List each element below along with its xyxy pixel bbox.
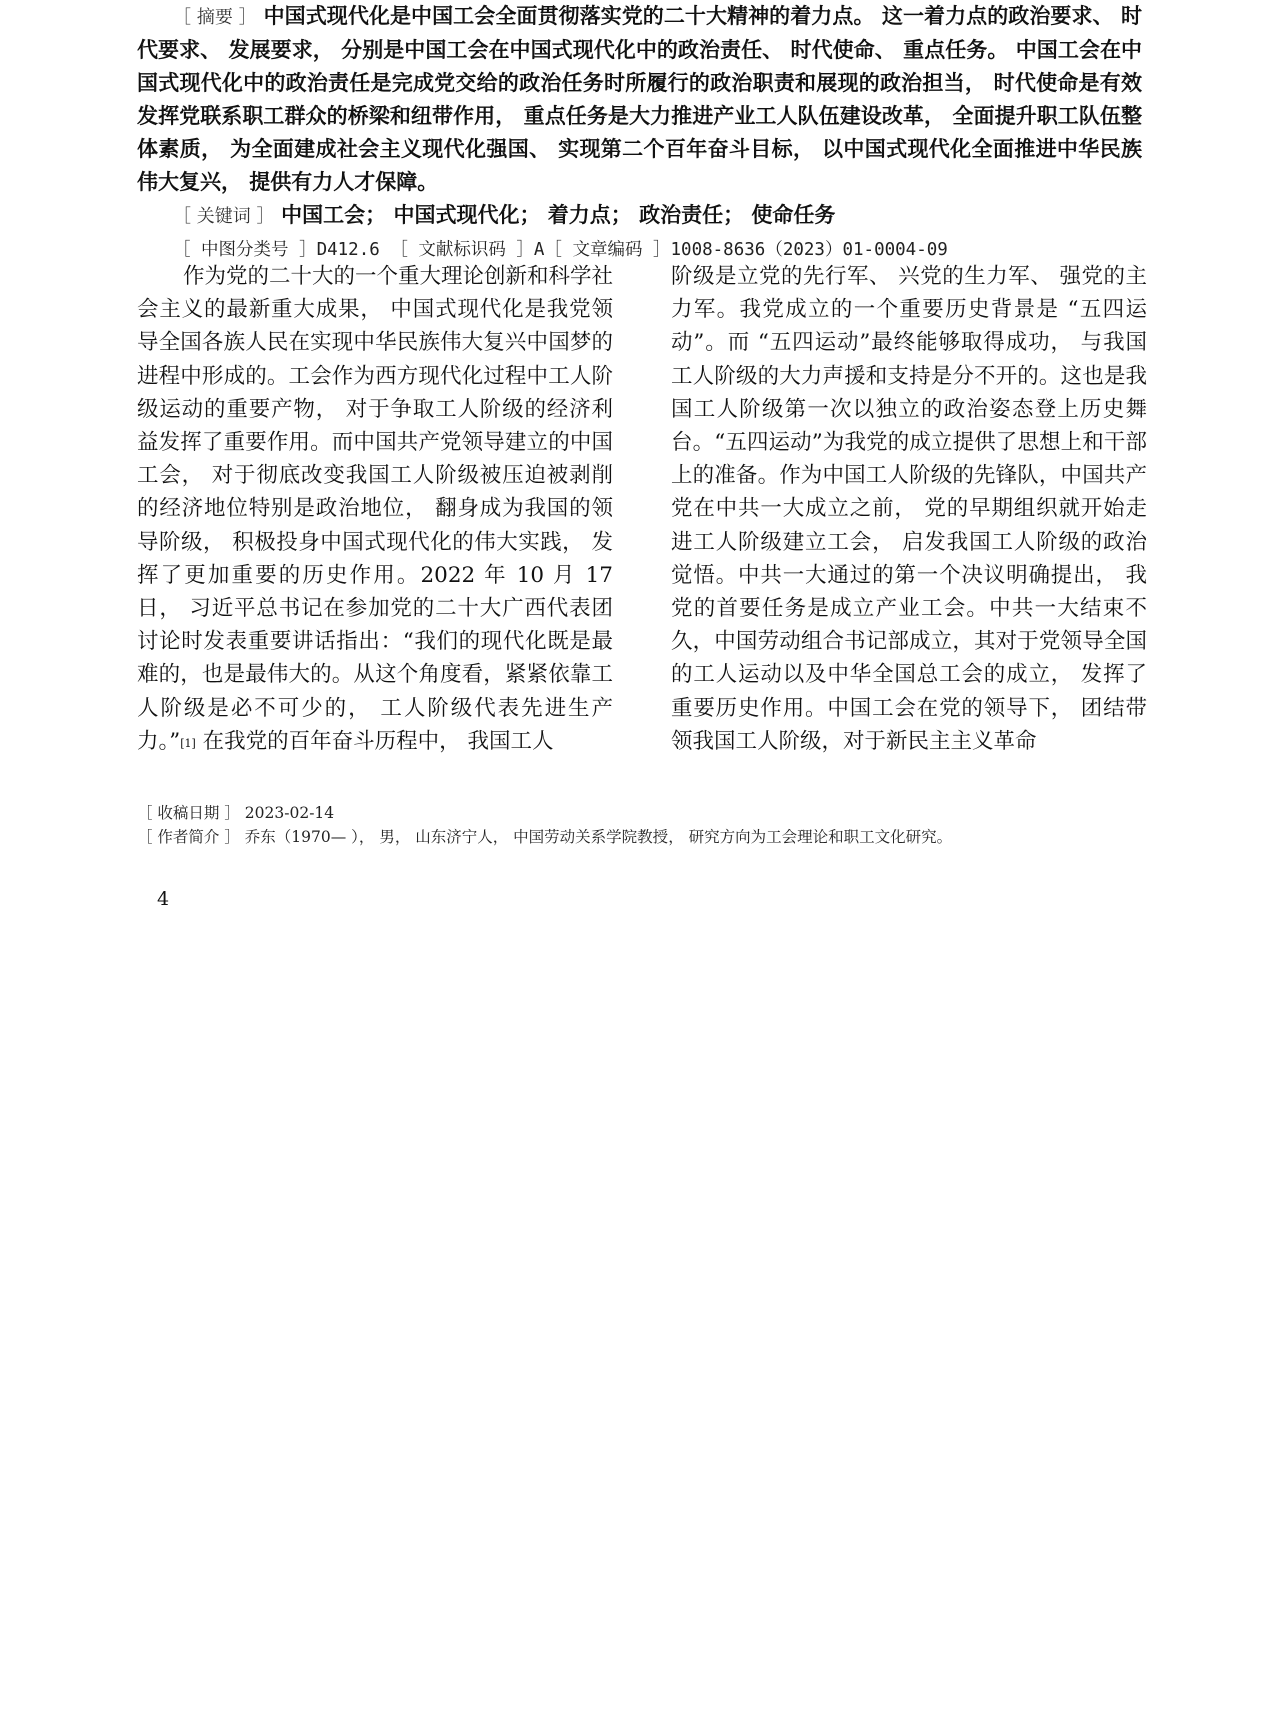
body-column-left <box>137 260 613 760</box>
keywords-text: 中国工会； 中国式现代化； 着力点； 政治责任； 使命任务 <box>281 203 836 227</box>
abstract-text: 中国式现代化是中国工会全面贯彻落实党的二十大精神的着力点。 这一着力点的政治要求、 时代要求、 发展要求， 分别是中国工会在中国式现代化中的政治责任、 时代使命、 重点任务。 中国工会在中国式现代化中的政治责任是完成党交给的政治任务时所履行的政治职责和展现的政治担当， 时代使命是有效发挥党联系职工群众的桥梁和纽带作用， 重点任务是大力推进产业工人队伍建设改革， 全面提升职工队伍整体素质， 为全面建成社会主义现代化强国、 实现第二个百年奋斗目标， 以中国式现代化全面推进中华民族伟大复兴， 提供有力人才保障。 <box>137 4 1142 194</box>
received-date: ［ 收稿日期 ］ 2023-02-14 <box>137 804 335 822</box>
author-bio: ［ 作者简介 ］ 乔东（1970— ）， 男， 山东济宁人， 中国劳动关系学院教授， 研究方向为工会理论和职工文化研究。 <box>137 828 953 846</box>
body-left-text: 作为党的二十大的一个重大理论创新和科学社会主义的最新重大成果， 中国式现代化是我党领导全国各族人民在实现中华民族伟大复兴中国梦的进程中形成的。工会作为西方现代化过程中工人阶级运动的重要产物， 对于争取工人阶级的经济利益发挥了重要作用。而中国共产党领导建立的中国工会， 对于彻底改变我国工人阶级被压迫被剥削的经济地位特别是政治地位， 翻身成为我国的领导阶级， 积极投身中国式现代化的伟大实践， 发挥了更加重要的历史作用。2022 年 10 月 17 日， 习近平总书记在参加党的二十大广西代表团讨论时发表重要讲话指出：“我们的现代化既是最难的，也是最伟大的。从这个角度看，紧紧依靠工人阶级是必不可少的， 工人阶级代表先进生产力。” <box>137 264 614 754</box>
classification-line: ［ 中图分类号 ］D412.6 ［ 文献标识码 ］A［ 文章编码 ］1008-8636（2023）01-0004-09 <box>173 240 948 260</box>
body-left-text-end: 在我党的百年奋斗历程中， 我国工人 <box>195 728 554 754</box>
abstract-tag: ［ 摘要 ］ <box>173 7 257 28</box>
keywords-line <box>173 200 1133 232</box>
footnotes <box>137 801 1237 849</box>
abstract-paragraph <box>137 0 1142 199</box>
citation-marker: [1] <box>180 736 196 750</box>
page-number: 4 <box>157 888 170 910</box>
keywords-tag: ［ 关键词 ］ <box>173 206 275 227</box>
body-column-right: 阶级是立党的先行军、 兴党的生力军、 强党的主力军。我党成立的一个重要历史背景是 “五四运动”。而 “五四运动”最终能够取得成功， 与我国工人阶级的大力声援和支持是分不开的。这也是我国工人阶级第一次以独立的政治姿态登上历史舞台。“五四运动”为我党的成立提供了思想上和干部上的准备。作为中国工人阶级的先锋队，中国共产党在中共一大成立之前， 党的早期组织就开始走进工人阶级建立工会， 启发我国工人阶级的政治觉悟。中共一大通过的第一个决议明确提出， 我党的首要任务是成立产业工会。中共一大结束不久，中国劳动组合书记部成立，其对于党领导全国的工人运动以及中华全国总工会的成立， 发挥了重要历史作用。中国工会在党的领导下， 团结带领我国工人阶级，对于新民主主义革命 <box>671 264 1147 754</box>
